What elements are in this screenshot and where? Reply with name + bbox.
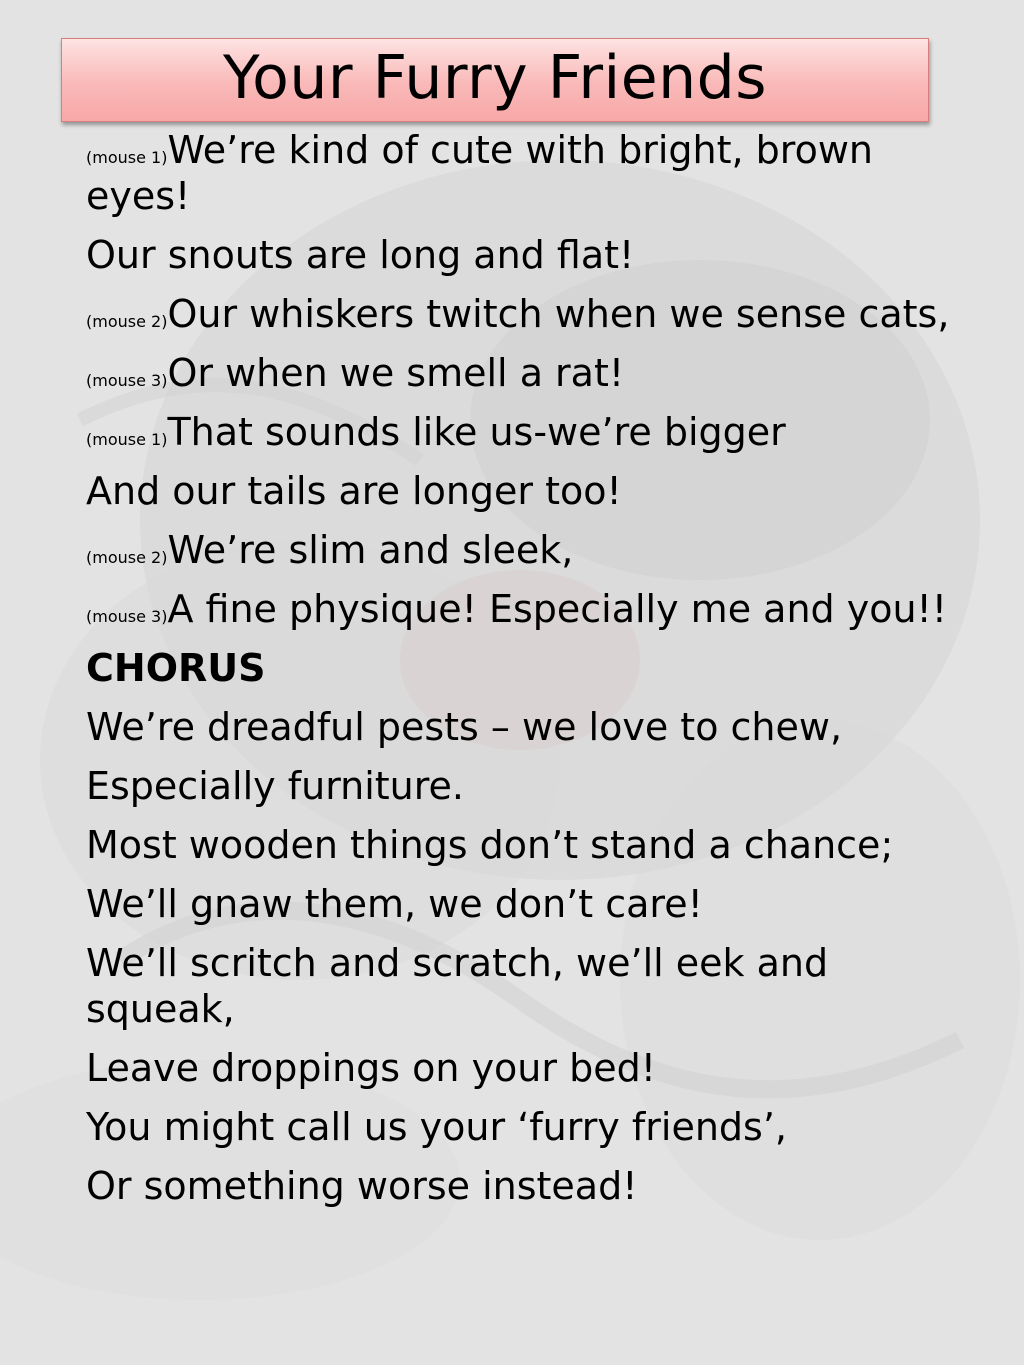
lyric-text: We’re kind of cute with bright, brown eyes! [86,128,873,218]
speaker-label: (mouse 3) [86,371,168,390]
lyric-line [86,586,986,632]
lyric-text: Our whiskers twitch when we sense cats, [167,292,950,336]
chorus-line: Most wooden things don’t stand a chance; [86,823,894,867]
speaker-label: (mouse 1) [86,148,168,167]
speaker-label: (mouse 2) [86,548,168,567]
slide-title: Your Furry Friends [222,43,768,113]
chorus-line: Especially furniture. [86,764,465,808]
chorus-line: Or something worse instead! [86,1164,638,1208]
chorus-line: We’ll scritch and scratch, we’ll eek and squeak, [86,941,829,1031]
lyric-text: And our tails are longer too! [86,469,622,513]
lyric-line [86,350,986,396]
lyric-text: Or when we smell a rat! [167,351,625,395]
lyric-line [86,409,986,455]
chorus-line: You might call us your ‘furry friends’, [86,1105,787,1149]
chorus-line: We’ll gnaw them, we don’t care! [86,882,703,926]
lyric-line [86,127,986,219]
lyric-text: A fine physique! Especially me and you!! [167,587,948,631]
lyric-line [86,291,986,337]
speaker-label: (mouse 2) [86,312,168,331]
lyric-text: That sounds like us-we’re bigger [167,410,786,454]
lyric-line [86,232,986,278]
lyric-text: We’re slim and sleek, [167,528,574,572]
title-banner [61,38,929,122]
lyric-line [86,527,986,573]
speaker-label: (mouse 3) [86,607,168,626]
chorus-line: Leave droppings on your bed! [86,1046,656,1090]
chorus-heading: CHORUS [86,646,266,690]
lyrics-body [86,127,986,1222]
lyric-text: Our snouts are long and flat! [86,233,635,277]
lyric-line [86,468,986,514]
chorus-line: We’re dreadful pests – we love to chew, [86,705,843,749]
speaker-label: (mouse 1) [86,430,168,449]
